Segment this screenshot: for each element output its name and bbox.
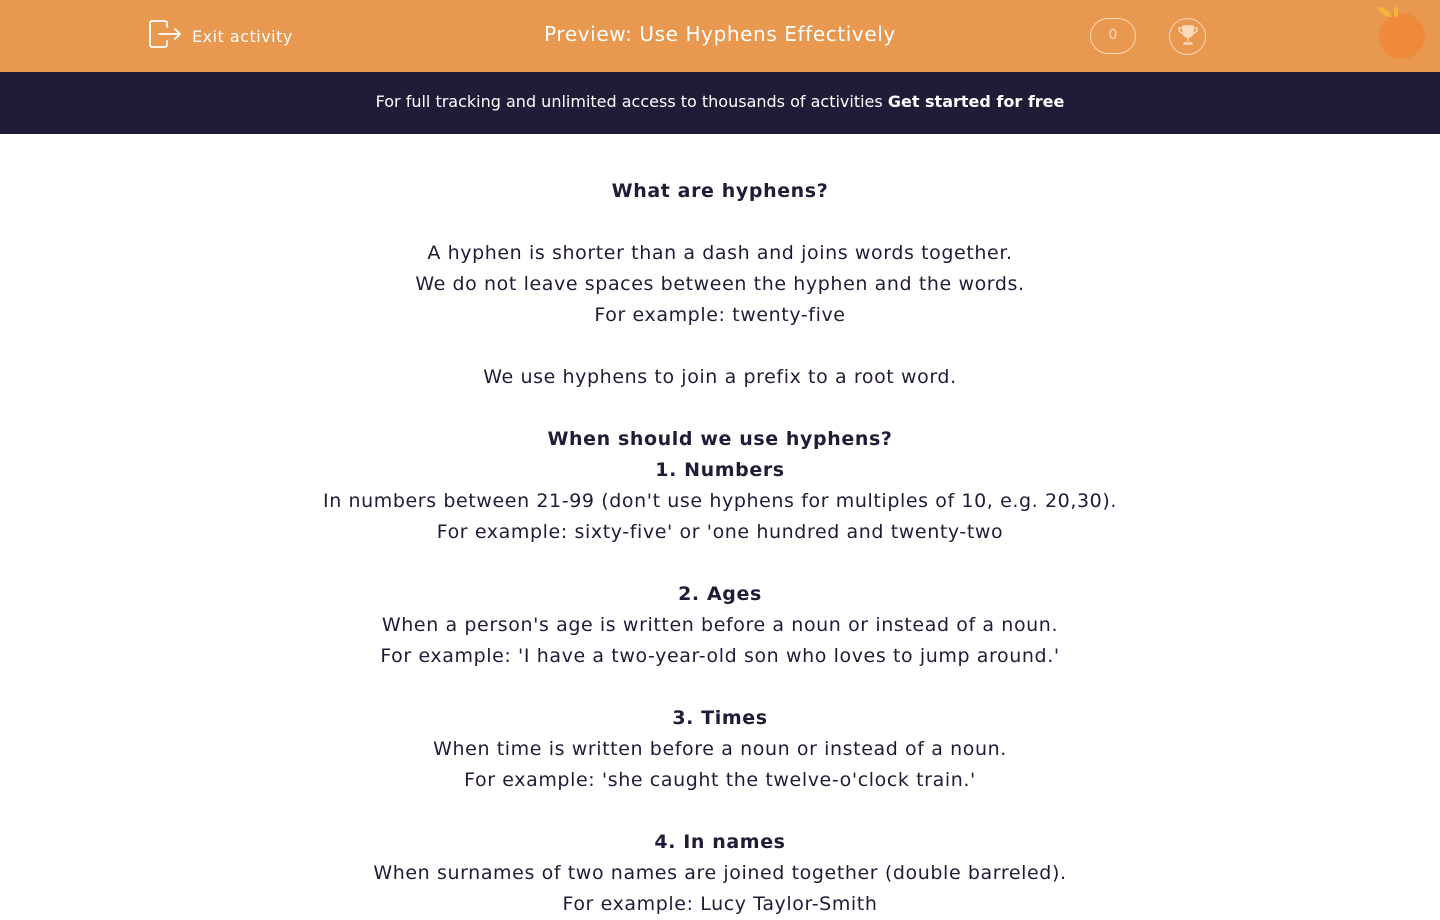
intro-line-1: A hyphen is shorter than a dash and joins words together.: [427, 242, 1013, 264]
names-heading: 4. In names: [654, 831, 786, 853]
ages-line-1: When a person's age is written before a noun or instead of a noun.: [381, 614, 1059, 636]
trophy-button[interactable]: [1169, 18, 1206, 55]
activity-title: Preview: Use Hyphens Effectively: [544, 22, 896, 46]
heading-what-are-hyphens: What are hyphens?: [611, 180, 829, 202]
signup-banner: [0, 72, 1440, 134]
exit-activity-label: Exit activity: [192, 26, 293, 46]
numbers-line-1: In numbers between 21-99 (don't use hyphens for multiples of 10, e.g. 20,30).: [322, 490, 1118, 512]
ages-heading: 2. Ages: [678, 583, 762, 605]
times-line-1: When time is written before a noun or instead of a noun.: [433, 738, 1007, 760]
names-line-2: For example: Lucy Taylor-Smith: [562, 893, 878, 915]
numbers-line-2: For example: sixty-five' or 'one hundred and twenty-two: [436, 521, 1004, 543]
numbers-heading: 1. Numbers: [655, 459, 785, 481]
times-line-2: For example: 'she caught the twelve-o'clock train.': [464, 769, 976, 791]
orange-logo: [1370, 4, 1430, 64]
ages-line-2: For example: 'I have a two-year-old son who loves to jump around.': [380, 645, 1060, 667]
top-bar: [0, 0, 1440, 72]
names-line-1: When surnames of two names are joined together (double barreled).: [373, 862, 1067, 884]
banner-text: For full tracking and unlimited access to thousands of activities: [375, 92, 883, 111]
trophy-icon: [1176, 24, 1200, 50]
intro-line-2: We do not leave spaces between the hyphen and the words.: [415, 273, 1025, 295]
get-started-link[interactable]: Get started for free: [887, 92, 1065, 111]
score-badge: 0: [1090, 18, 1136, 54]
lesson-content: [0, 176, 1440, 920]
prefix-line: We use hyphens to join a prefix to a root word.: [483, 366, 957, 388]
intro-line-3: For example: twenty-five: [594, 304, 846, 326]
heading-when-use-hyphens: When should we use hyphens?: [547, 428, 893, 450]
times-heading: 3. Times: [672, 707, 768, 729]
